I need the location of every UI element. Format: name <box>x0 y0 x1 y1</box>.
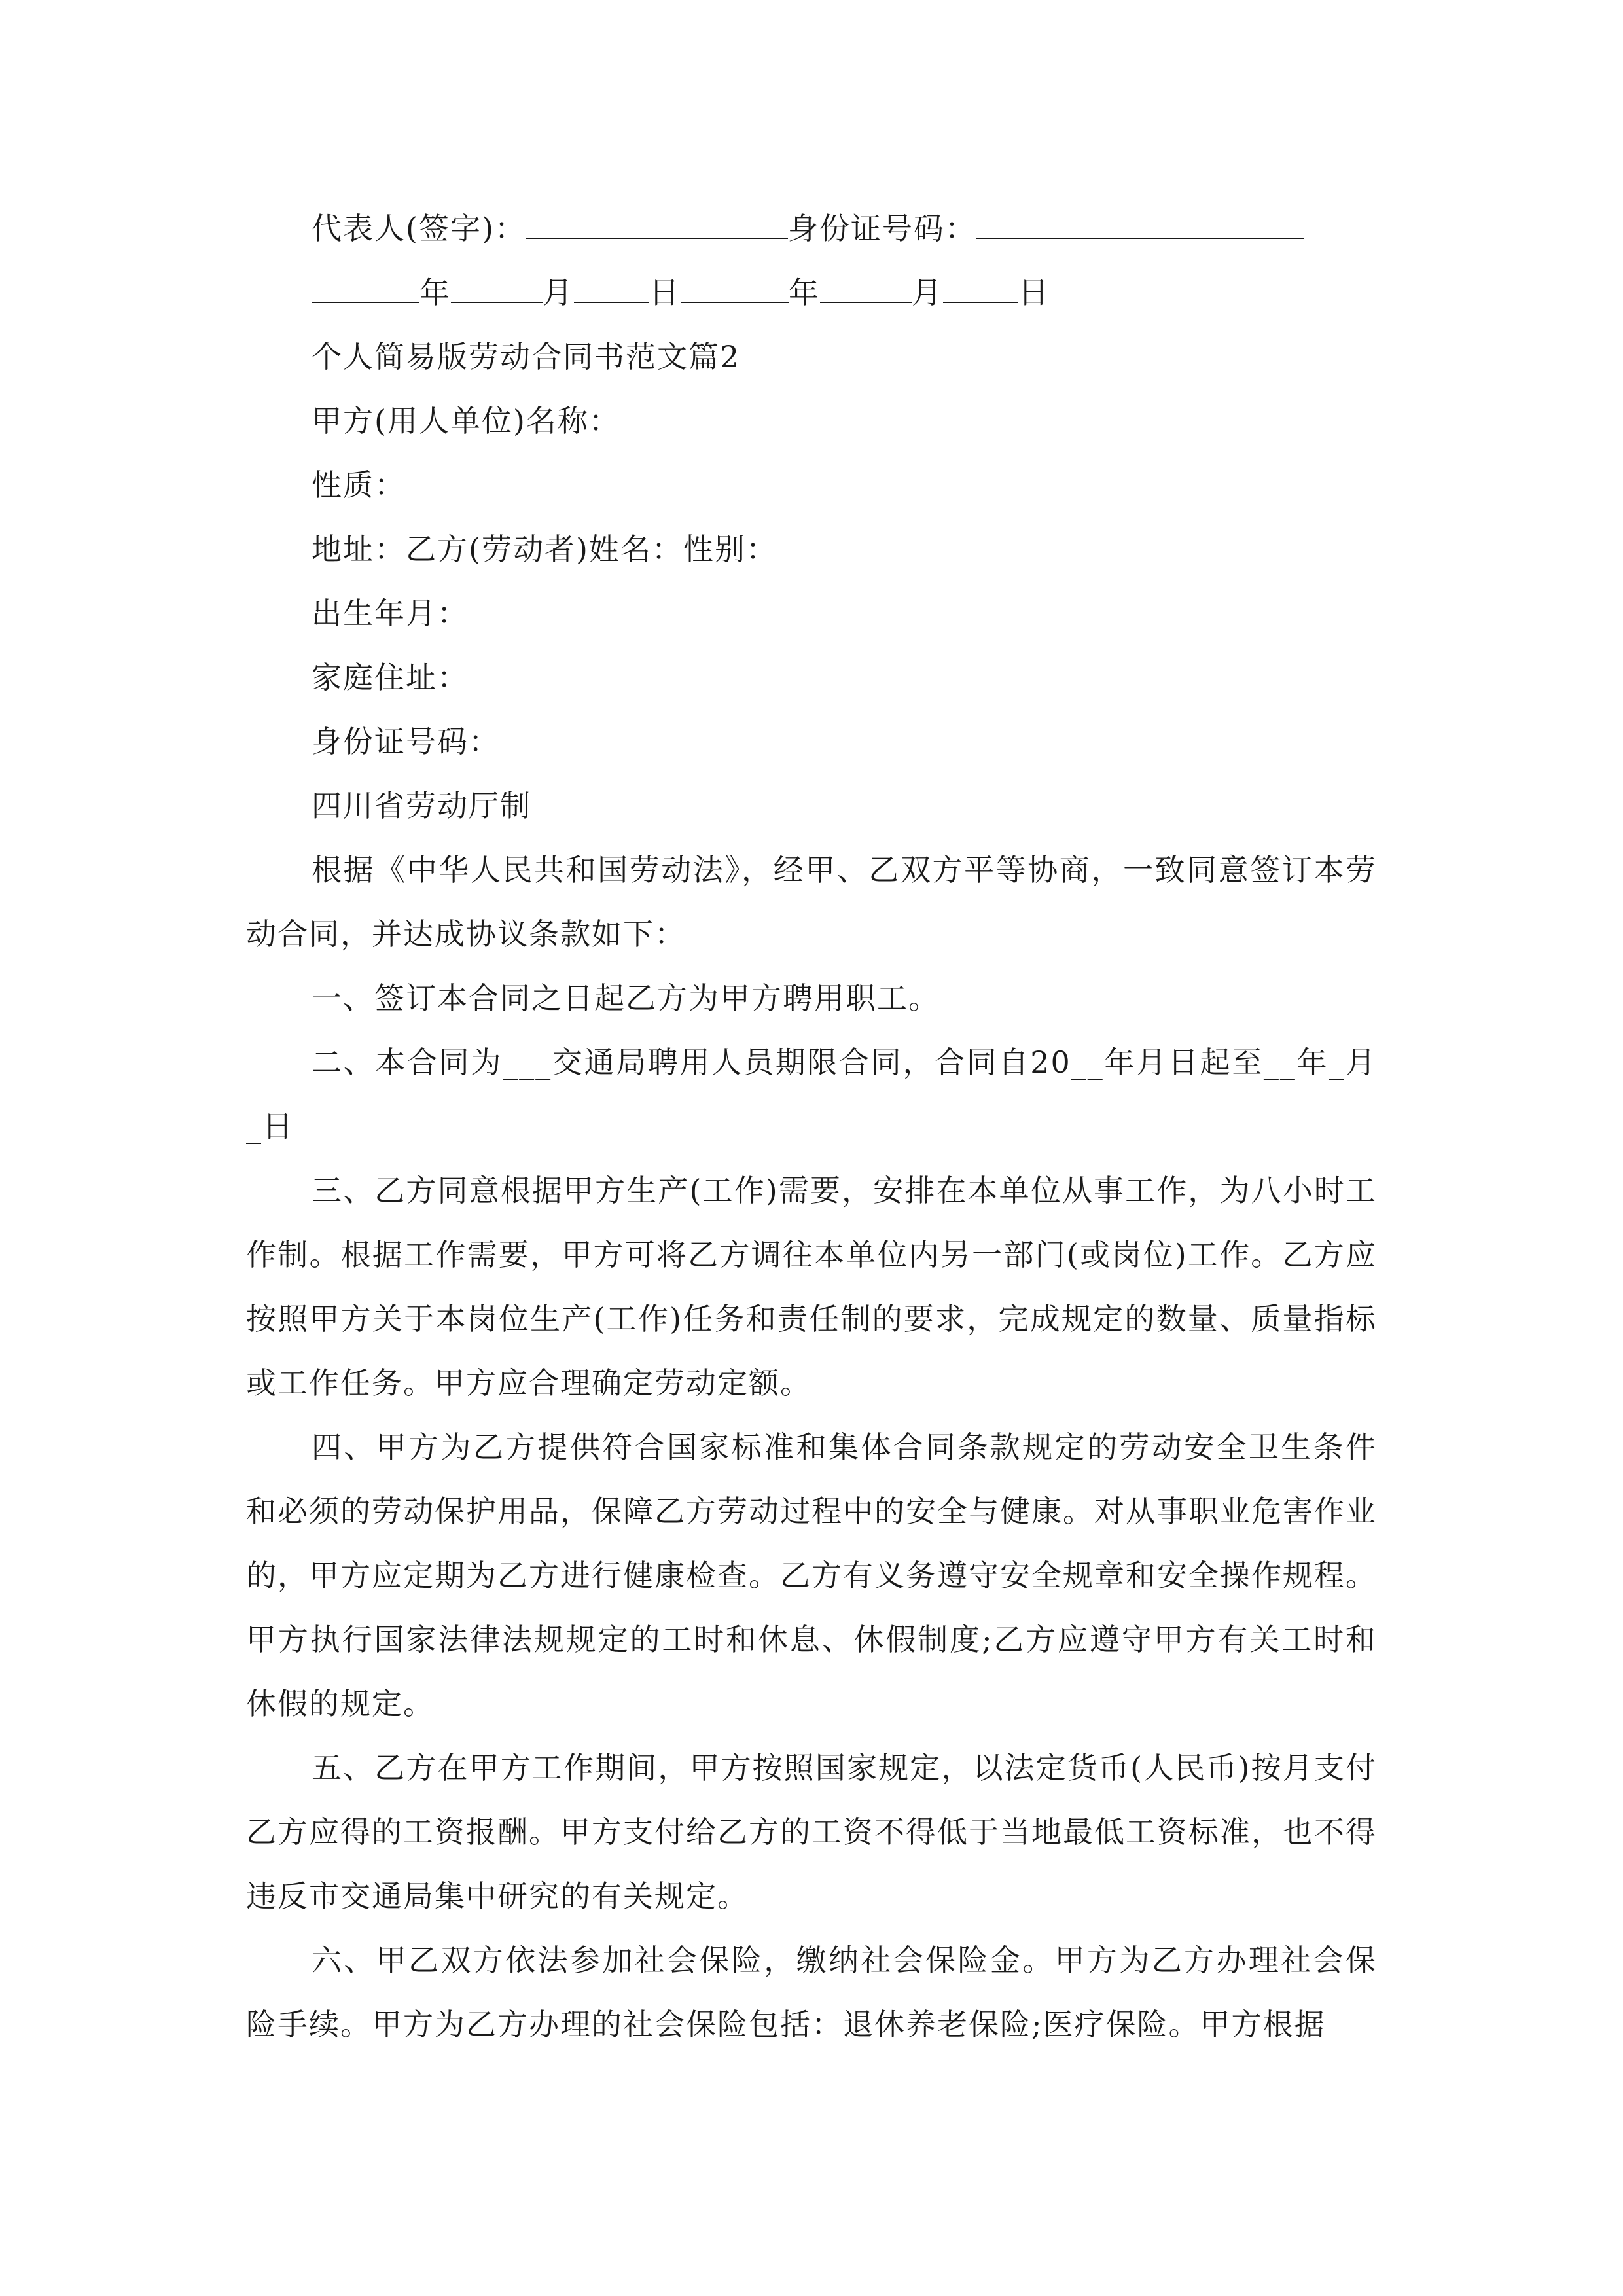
day-label: 日 <box>649 275 681 310</box>
month-blank <box>820 269 912 303</box>
representative-label: 代表人(签字)： <box>312 211 526 246</box>
id-number-label: 身份证号码： <box>787 211 976 246</box>
field-employer-name: 甲方(用人单位)名称： <box>312 403 620 439</box>
field-nature: 性质： <box>312 467 406 503</box>
field-birth-date: 出生年月： <box>312 596 469 631</box>
year-label: 年 <box>789 275 820 310</box>
clause-2: 二、本合同为___交通局聘用人员期限合同，合同自20__年月日起至__年_月_日 <box>246 1045 1377 1144</box>
representative-signature-blank <box>526 205 788 239</box>
year-label: 年 <box>419 275 451 310</box>
section-heading: 个人简易版劳动合同书范文篇2 <box>312 339 741 374</box>
month-label: 月 <box>912 275 943 310</box>
date-row <box>246 260 1377 325</box>
month-blank <box>451 269 543 303</box>
day-blank <box>574 269 649 303</box>
preamble-paragraph: 根据《中华人民共和国劳动法》，经甲、乙双方平等协商，一致同意签订本劳动合同，并达成协议条款如下： <box>246 852 1377 952</box>
day-blank <box>943 269 1018 303</box>
year-blank <box>681 269 789 303</box>
clause-3: 三、乙方同意根据甲方生产(工作)需要，安排在本单位从事工作，为八小时工作制。根据工作需要，甲方可将乙方调往本单位内另一部门(或岗位)工作。乙方应按照甲方关于本岗位生产(工作)任务和责任制的要求，完成规定的数量、质量指标或工作任务。甲方应合理确定劳动定额。 <box>246 1173 1377 1401</box>
month-label: 月 <box>543 275 574 310</box>
year-blank <box>312 269 419 303</box>
field-id-number: 身份证号码： <box>312 724 500 759</box>
clause-5: 五、乙方在甲方工作期间，甲方按照国家规定，以法定货币(人民币)按月支付乙方应得的工资报酬。甲方支付给乙方的工资不得低于当地最低工资标准，也不得违反市交通局集中研究的有关规定。 <box>246 1750 1377 1914</box>
field-address-name-gender: 地址：乙方(劳动者)姓名：性别： <box>312 531 777 567</box>
document-body <box>246 196 1377 2056</box>
field-home-address: 家庭住址： <box>312 660 469 695</box>
clause-4: 四、甲方为乙方提供符合国家标准和集体合同条款规定的劳动安全卫生条件和必须的劳动保护用品，保障乙方劳动过程中的安全与健康。对从事职业危害作业的，甲方应定期为乙方进行健康检查。乙方有义务遵守安全规章和安全操作规程。甲方执行国家法律法规规定的工时和休息、休假制度;乙方应遵守甲方有关工时和休假的规定。 <box>246 1429 1377 1721</box>
id-number-blank <box>976 205 1304 239</box>
issuer-line: 四川省劳动厅制 <box>312 788 531 823</box>
clause-1: 一、签订本合同之日起乙方为甲方聘用职工。 <box>312 980 940 1016</box>
day-label: 日 <box>1018 275 1050 310</box>
signature-row <box>246 196 1377 260</box>
clause-6: 六、甲乙双方依法参加社会保险，缴纳社会保险金。甲方为乙方办理社会保险手续。甲方为乙方办理的社会保险包括：退休养老保险;医疗保险。甲方根据 <box>246 1943 1377 2042</box>
